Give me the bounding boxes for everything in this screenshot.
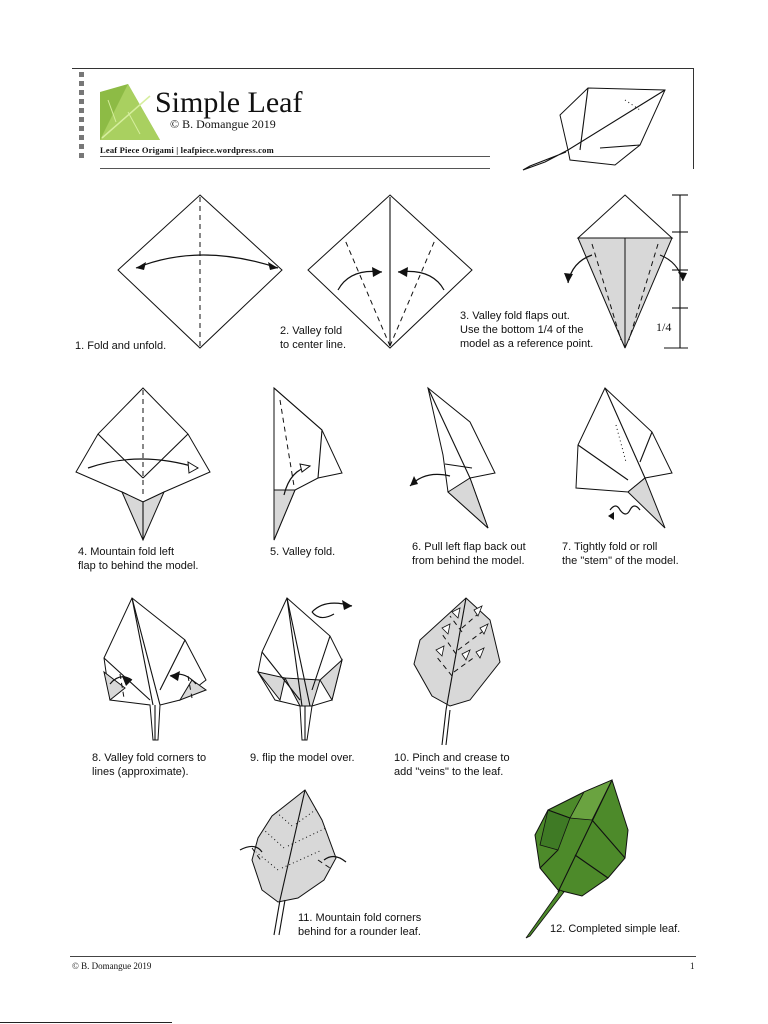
header-rule-2 [100,168,490,169]
step-8-diagram [104,598,206,740]
subtitle-link: Leaf Piece Origami | leafpiece.wordpress.com [100,145,274,155]
quarter-label: 1/4 [656,320,672,334]
step-12-completed-leaf [526,780,628,938]
step-4-caption: 4. Mountain fold left flap to behind the model. [78,546,199,572]
page-title: Simple Leaf [155,86,303,119]
step-5-diagram [274,388,342,540]
footer-copyright: © B. Domangue 2019 [72,961,152,971]
step-9-diagram [258,598,352,740]
step-5-caption: 5. Valley fold. [270,546,336,558]
step-7-diagram [576,388,672,528]
step-6-diagram [410,388,495,528]
step-3-caption: 3. Valley fold flaps out. Use the bottom 1/4 of the model as a reference point. [460,310,594,350]
header-leaf-diagram [523,88,665,170]
bottom-edge-rule [0,1022,172,1023]
page-number: 1 [690,961,695,971]
step-11-caption: 11. Mountain fold corners behind for a rounder leaf. [298,912,422,938]
logo-leaf-icon [100,84,160,140]
step-6-caption: 6. Pull left flap back out from behind the model. [412,541,526,567]
step-10-diagram [414,598,500,745]
step-9-caption: 9. flip the model over. [250,752,355,764]
step-8-caption: 8. Valley fold corners to lines (approximate). [92,752,207,778]
step-4-diagram [76,388,210,540]
header-rule-1 [100,156,490,157]
step-1-diagram [118,195,282,348]
step-1-caption: 1. Fold and unfold. [75,340,167,352]
byline: © B. Domangue 2019 [170,117,276,131]
step-2-caption: 2. Valley fold to center line. [280,325,347,351]
step-10-caption: 10. Pinch and crease to add "veins" to the leaf. [394,752,510,778]
footer-rule [70,956,696,957]
step-7-caption: 7. Tightly fold or roll the "stem" of the model. [562,541,679,567]
step-12-caption: 12. Completed simple leaf. [550,923,681,935]
